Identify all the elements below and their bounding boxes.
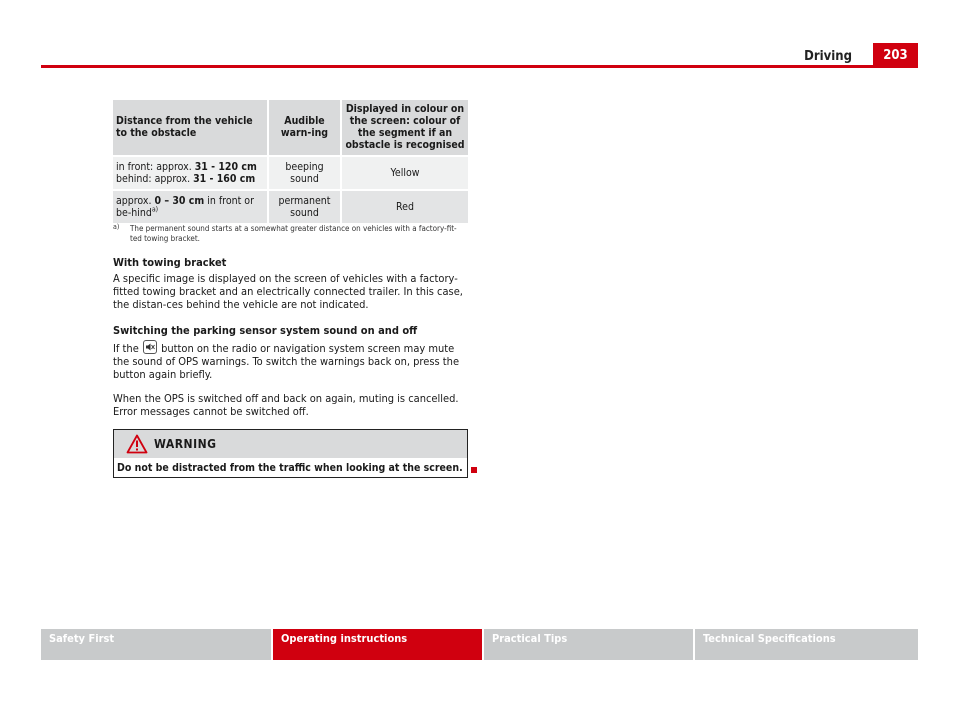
table-cell: Red xyxy=(341,190,468,223)
table-header-cell: Distance from the vehicle to the obstacle xyxy=(113,100,268,156)
table-cell xyxy=(113,190,268,223)
table-row xyxy=(113,156,468,190)
end-marker xyxy=(471,467,477,473)
distance-table xyxy=(113,100,468,223)
page-number: 203 xyxy=(873,43,918,68)
cell-value: 31 - 120 cm xyxy=(194,161,257,173)
ops-paragraph: When the OPS is switched off and back on again, muting is cancelled. Error messages cannot be switched off. xyxy=(113,392,459,418)
table-header-cell: Audible warn-ing xyxy=(268,100,341,156)
table-header-row xyxy=(113,100,468,156)
cell-value: 0 – 30 cm xyxy=(154,195,205,207)
warning-triangle-icon xyxy=(126,434,148,454)
sound-text-after: button on the radio or navigation system screen may mute the sound of OPS warnings. To switch the warnings back on, press the button again briefly. xyxy=(113,342,460,381)
footer-nav xyxy=(41,629,918,660)
warning-title: WARNING xyxy=(154,437,217,451)
footnote-text: The permanent sound starts at a somewhat greater distance on vehicles with a factory-fit-ted towing bracket. xyxy=(130,224,457,243)
speaker-mute-icon xyxy=(143,340,157,354)
towing-paragraph: A specific image is displayed on the screen of vehicles with a factory-fitted towing bracket and an electrically connected trailer. In this case, the distan-ces behind the vehicle are not indicated. xyxy=(113,272,463,311)
warning-box xyxy=(113,429,468,478)
tab-practical-tips[interactable]: Practical Tips xyxy=(484,629,693,660)
sound-text-before: If the xyxy=(113,342,139,355)
sound-paragraph xyxy=(113,340,469,381)
header-rule xyxy=(41,65,918,68)
cell-text: in front: approx. xyxy=(116,161,195,173)
footnote xyxy=(113,224,468,244)
table-row xyxy=(113,190,468,223)
table-cell: permanent sound xyxy=(268,190,341,223)
table-cell: Yellow xyxy=(341,156,468,190)
tab-safety-first[interactable]: Safety First xyxy=(41,629,271,660)
towing-heading: With towing bracket xyxy=(113,256,227,269)
table-cell: beeping sound xyxy=(268,156,341,190)
cell-text: behind: approx. xyxy=(116,173,194,185)
table-header-cell: Displayed in colour on the screen: colour of the segment if an obstacle is recognised xyxy=(341,100,468,156)
table-cell xyxy=(113,156,268,190)
cell-text: approx. xyxy=(116,195,155,207)
cell-text: in front or be-hind xyxy=(116,195,254,219)
footnote-ref: a) xyxy=(151,205,159,214)
section-title: Driving xyxy=(804,49,852,64)
warning-header xyxy=(114,430,467,458)
tab-technical-specifications[interactable]: Technical Specifications xyxy=(695,629,918,660)
cell-value: 31 - 160 cm xyxy=(193,173,256,185)
warning-text: Do not be distracted from the traffic when looking at the screen. xyxy=(117,462,463,474)
sound-heading: Switching the parking sensor system sound on and off xyxy=(113,324,418,337)
footnote-mark: a) xyxy=(113,223,120,231)
tab-operating-instructions[interactable]: Operating instructions xyxy=(273,629,482,660)
